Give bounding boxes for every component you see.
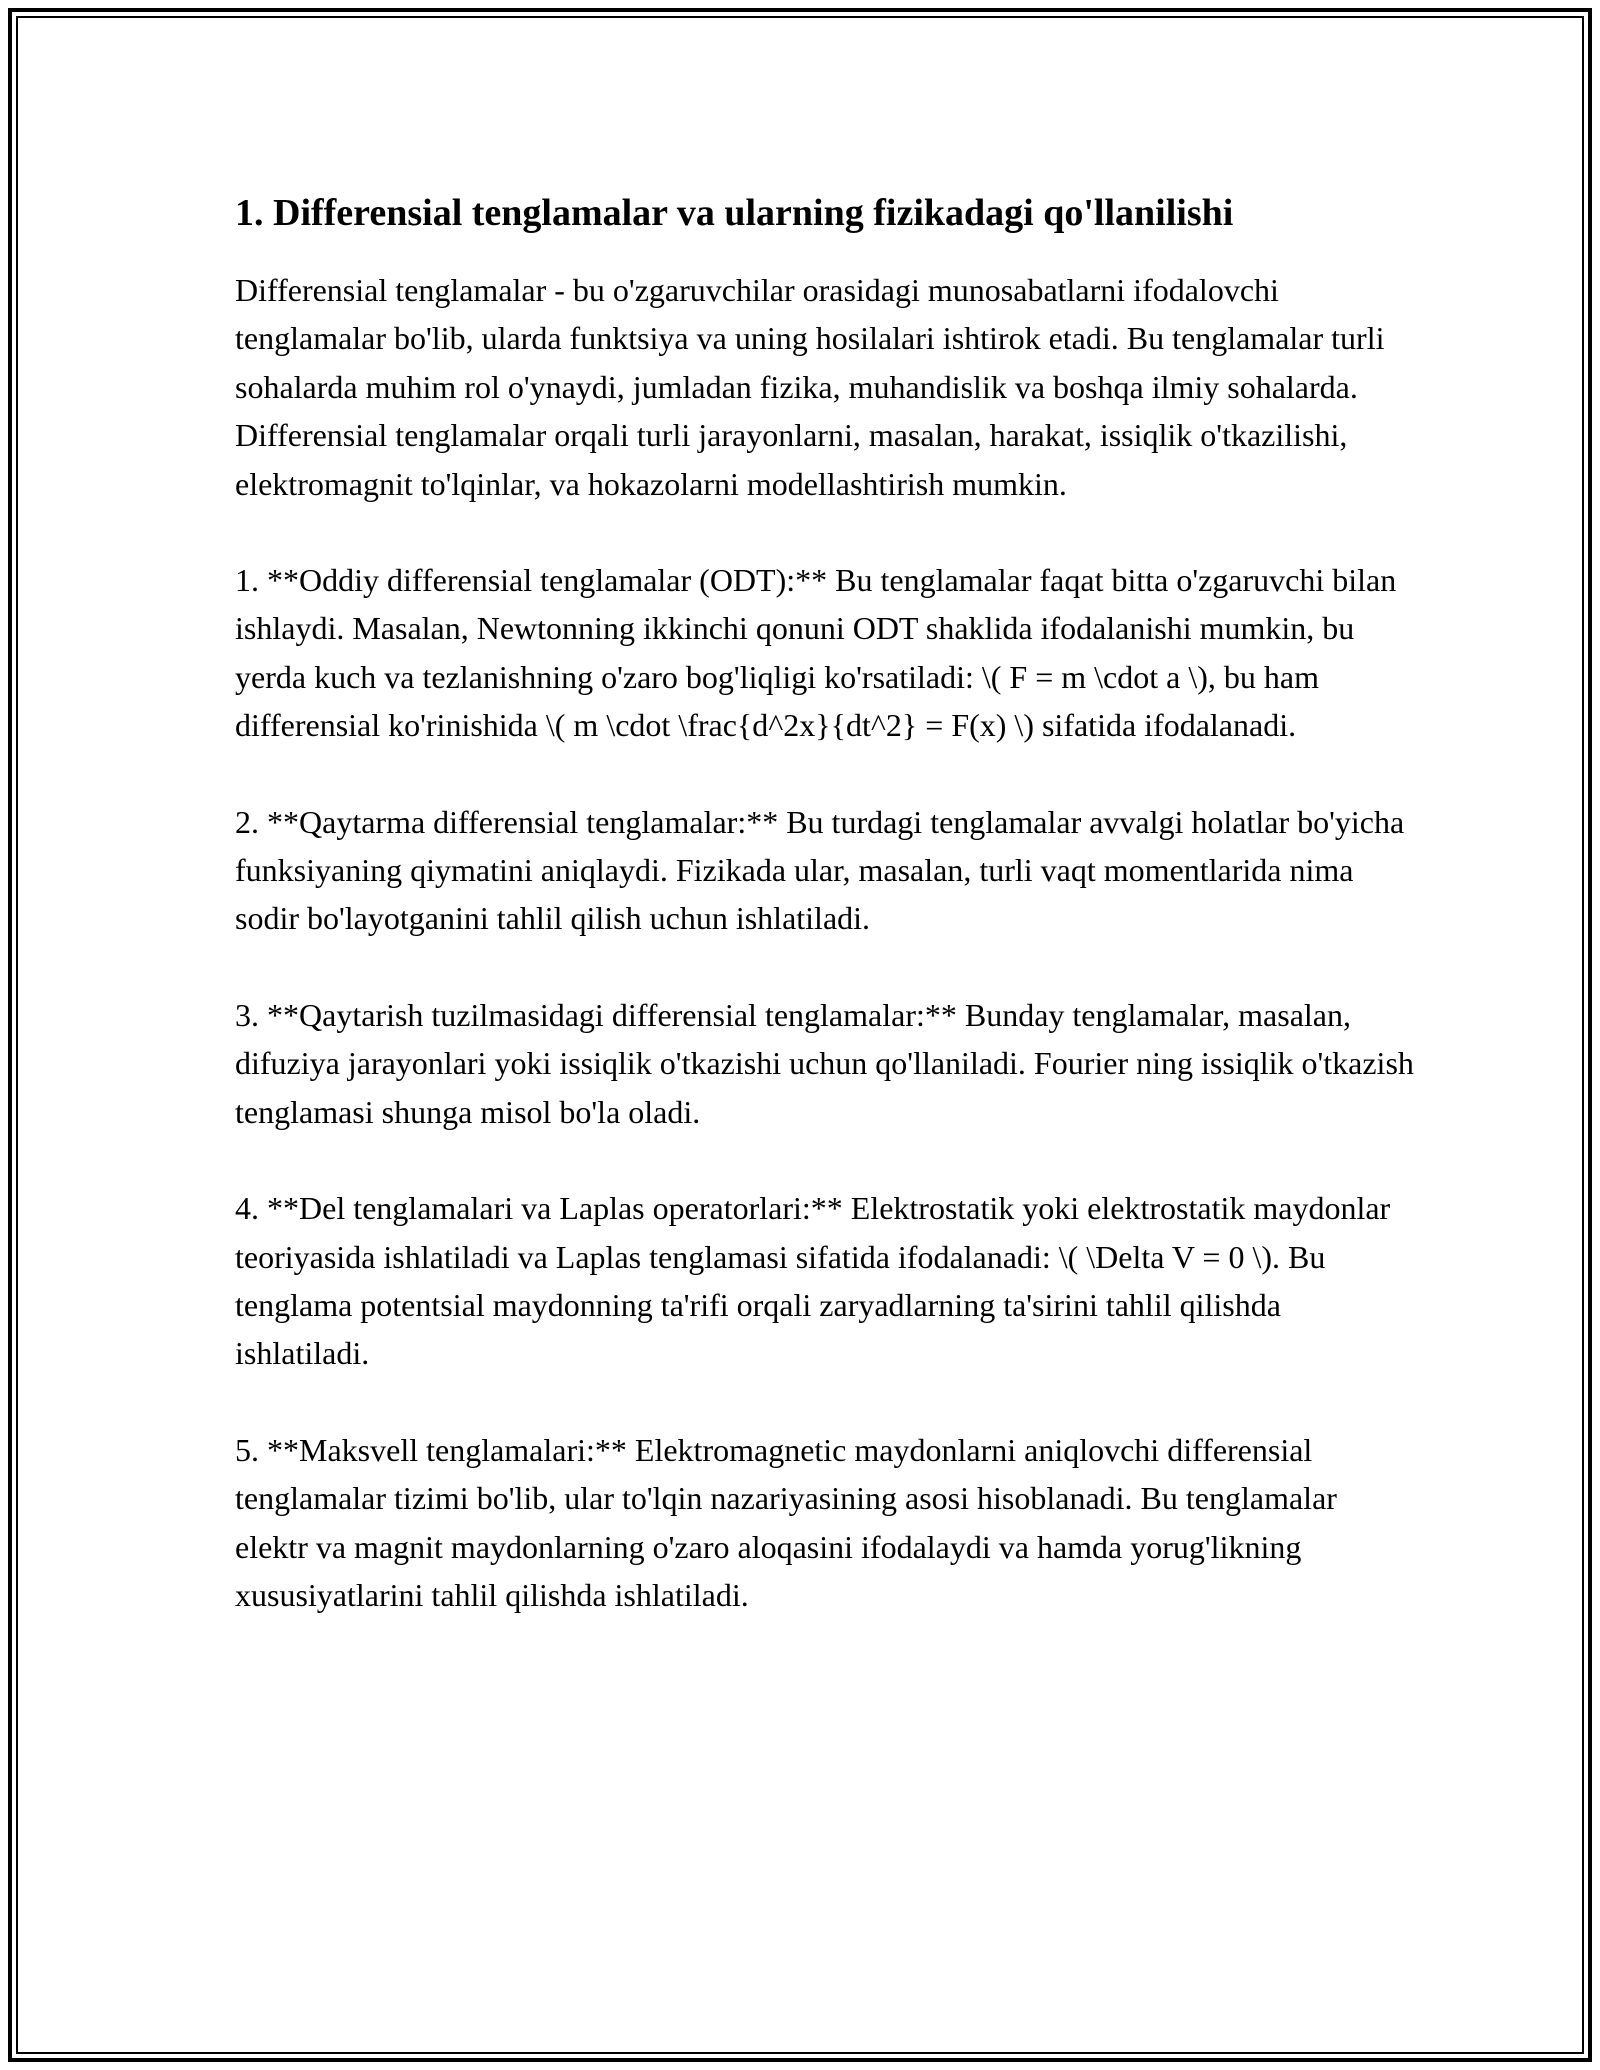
intro-paragraph: Differensial tenglamalar - bu o'zgaruvchilar orasidagi munosabatlarni ifodalovchi tenglamalar bo'lib, ularda funktsiya va uning hosilalari ishtirok etadi. Bu tenglamalar turli sohalarda muhim rol o'ynaydi, jumladan fizika, muhandislik va boshqa ilmiy sohalarda. Differensial tenglamalar orqali turli jarayonlarni, masalan, harakat, issiqlik o'tkazilishi, elektromagnit to'lqinlar, va hokazolarni modellashtirish mumkin. [235, 272, 1385, 502]
list-item-diffusion-equations: 3. **Qaytarish tuzilmasidagi differensial tenglamalar:** Bunday tenglamalar, masalan, difuziya jarayonlari yoki issiqlik o'tkazishi uchun qo'llaniladi. Fourier ning issiqlik o'tkazish tenglamasi shunga misol bo'la oladi. [235, 996, 1414, 1130]
list-item-recurrent-equations: 2. **Qaytarma differensial tenglamalar:** Bu turdagi tenglamalar avvalgi holatlar bo'yicha funksiyaning qiymatini aniqlaydi. Fizikada ular, masalan, turli vaqt momentlarida nima sodir bo'layotganini tahlil qilish uchun ishlatiladi. [235, 803, 1405, 937]
document-body [235, 188, 1415, 1619]
list-item-laplace-operators: 4. **Del tenglamalari va Laplas operatorlari:** Elektrostatik yoki elektrostatik maydonlar teoriyasida ishlatiladi va Laplas tenglamasi sifatida ifodalanadi: \( \Delta V = 0 \). Bu tenglama potentsial maydonning ta'rifi orqali zaryadlarning ta'sirini tahlil qilishda ishlatiladi. [235, 1190, 1391, 1372]
document-title: 1. Differensial tenglamalar va ularning fizikadagi qo'llanilishi [235, 192, 1234, 234]
list-item-maxwell-equations: 5. **Maksvell tenglamalari:** Elektromagnetic maydonlarni aniqlovchi differensial tenglamalar tizimi bo'lib, ular to'lqin nazariyasining asosi hisoblanadi. Bu tenglamalar elektr va magnit maydonlarning o'zaro aloqasini ifodalaydi va hamda yorug'likning xususiyatlarini tahlil qilishda ishlatiladi. [235, 1431, 1337, 1613]
list-item-ode: 1. **Oddiy differensial tenglamalar (ODT):** Bu tenglamalar faqat bitta o'zgaruvchi bilan ishlaydi. Masalan, Newtonning ikkinchi qonuni ODT shaklida ifodalanishi mumkin, bu yerda kuch va tezlanishning o'zaro bog'liqligi ko'rsatiladi: \( F = m \cdot a \), bu ham differensial ko'rinishida \( m \cdot \frac{d^2x}{dt^2} = F(x) \) sifatida ifodalanadi. [235, 562, 1397, 744]
